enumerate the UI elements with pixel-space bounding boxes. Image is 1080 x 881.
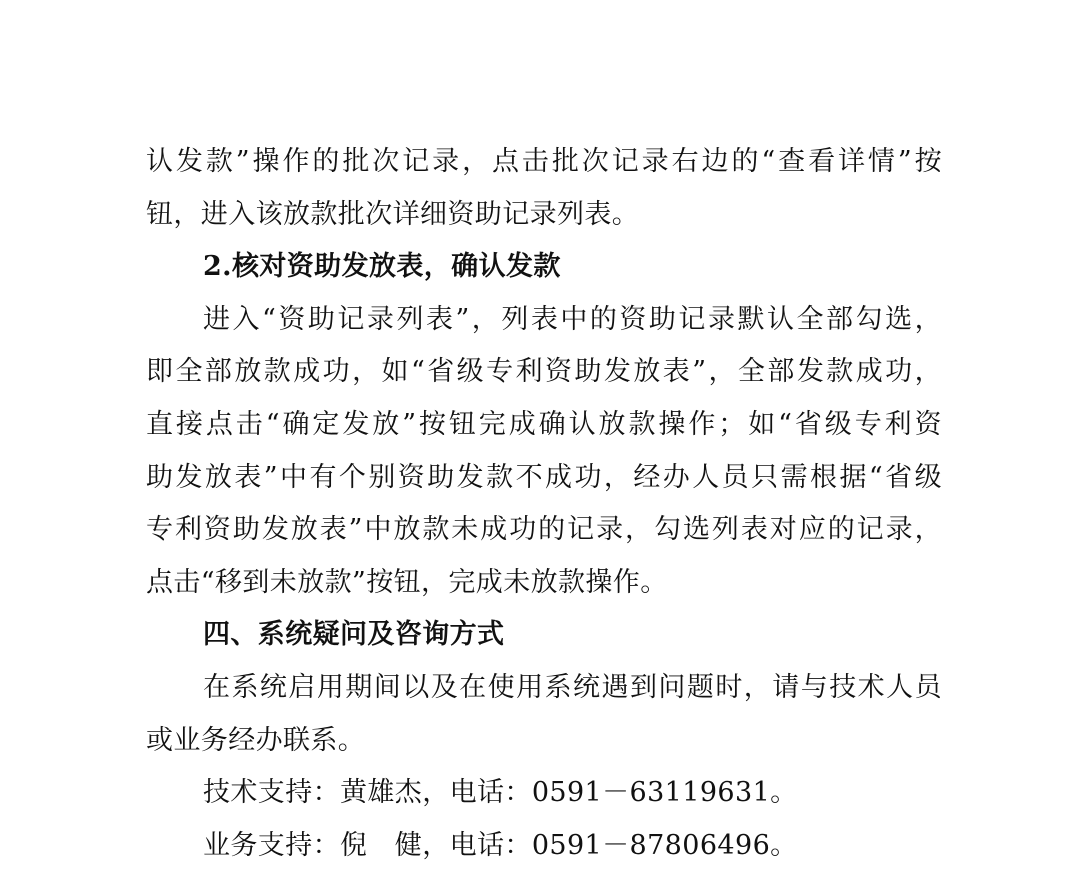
paragraph-line: 专利资助发放表”中放款未成功的记录，勾选列表对应的记录，	[146, 514, 942, 546]
paragraph-line: 助发放表”中有个别资助发款不成功，经办人员只需根据“省级	[146, 461, 942, 493]
business-support-line	[146, 820, 942, 873]
paragraph-line: 即全部放款成功，如“省级专利资助发放表”，全部发款成功，	[146, 356, 942, 388]
paragraph-line: 直接点击“确定发放”按钮完成确认放款操作；如“省级专利资	[146, 408, 942, 440]
section-heading: 2.核对资助发放表，确认发款	[203, 251, 561, 283]
phone-number: 0591－63119631。	[531, 777, 798, 809]
contact-name: 倪 健	[340, 829, 423, 861]
paragraph-line: 钮，进入该放款批次详细资助记录列表。	[146, 198, 640, 230]
tech-support-line	[146, 767, 942, 820]
phone-number: 0591－87806496。	[531, 829, 798, 861]
paragraph-line: 或业务经办联系。	[146, 724, 366, 756]
phone-label: ，电话：	[422, 829, 532, 861]
contact-label: 业务支持：	[203, 829, 340, 861]
contact-label: 技术支持：	[203, 777, 340, 809]
contact-name: 黄雄杰	[340, 777, 423, 809]
paragraph-line: 认发款”操作的批次记录，点击批次记录右边的“查看详情”按	[146, 146, 942, 177]
phone-label: ，电话：	[422, 777, 532, 809]
paragraph-line: 在系统启用期间以及在使用系统遇到问题时，请与技术人员	[203, 671, 942, 703]
paragraph-line: 进入“资助记录列表”，列表中的资助记录默认全部勾选，	[203, 303, 942, 335]
paragraph-line: 点击“移到未放款”按钮，完成未放款操作。	[146, 566, 668, 598]
document-body	[146, 136, 942, 872]
section-heading: 四、系统疑问及咨询方式	[203, 619, 505, 651]
